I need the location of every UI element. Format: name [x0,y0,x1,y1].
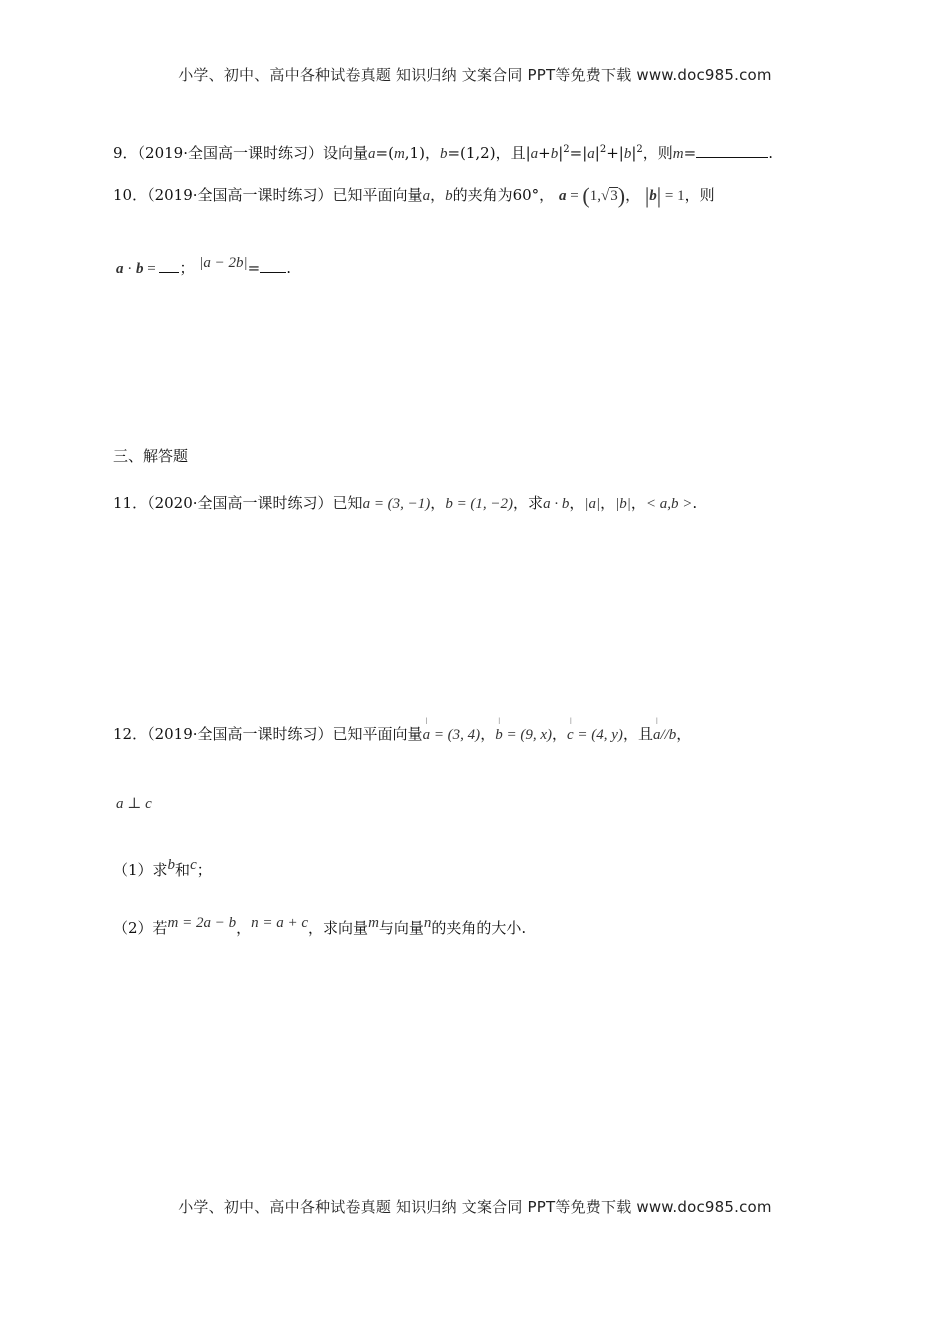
q11-text: ， [430,494,446,512]
q12-text: ； [196,861,212,879]
q10-abs: | [656,183,662,208]
q10-text: = 1 [661,188,685,204]
q11-vector-a: a = (3, −1) [362,496,431,512]
q11-text: ， [630,494,646,512]
q9-text: | [631,144,637,162]
q11-vector-b: b = (1, −2) [445,496,514,512]
q9-text: ，则 [642,144,673,162]
question-12 [113,724,691,745]
q12-source: （2019·全国高一课时练习） [147,725,333,743]
q11-text: ， [600,494,616,512]
q10-text: ； [179,259,195,277]
q9-var-a: a [368,146,376,162]
q12-part-2 [113,915,527,939]
q10-paren: ( [582,183,590,208]
q9-text: | [594,144,600,162]
q10-answer-blank-1[interactable] [159,258,179,273]
q10-paren: ) [617,183,626,208]
q11-number: 11． [113,494,148,512]
q11-angle: < a,b > [645,496,693,512]
q9-text: . [768,144,773,162]
q12-text: 与向量 [378,919,424,937]
q12-vector-b: ǀ b = (9, x) [495,725,552,745]
q12-part-1-label: （1）求 [113,861,168,879]
q9-answer-blank[interactable] [696,143,768,158]
q10-text: ， [430,186,446,204]
q10-vector-b: b [136,261,144,277]
q10-text: ，则 [684,186,715,204]
q9-text: +| [606,144,624,162]
q10-sqrt-3: 3 [610,188,618,204]
q10-text: = [566,188,583,204]
q12-number: 12． [113,725,148,743]
q10-text: ， [625,186,641,204]
q9-text: | [558,144,564,162]
q9-var-m: m [672,146,684,162]
q12-text: ， [480,725,496,743]
q9-var-b: b [550,146,559,162]
q11-text: ， [569,494,585,512]
question-9 [113,140,773,164]
q10-text: 的夹角为60°， [452,186,555,204]
q12-vector-c: ǀ c = (4, y) [567,725,623,745]
q12-text: 已知平面向量 [332,725,423,743]
page-header: 小学、初中、高中各种试卷真题 知识归纳 文案合同 PPT等免费下载 www.doc985.com [178,66,772,84]
q10-number: 10． [113,186,148,204]
q12-var-c: c [190,857,197,873]
q12-text: 和 [175,861,191,879]
q12-text: ， [676,725,692,743]
q12-perpendicular-condition [116,793,152,814]
q10-answer-blank-2[interactable] [260,258,286,273]
q9-var-b: b [623,146,632,162]
q9-exponent: 2 [563,144,570,155]
q12-part-2-label: （2）若 [113,919,168,937]
q12-def-n: n = a + c [251,915,309,931]
q11-text: . [692,494,698,512]
q12-parallel-condition: ǀ a//b [653,725,676,745]
q9-var-b: b [439,146,448,162]
q10-var-a: a [422,188,431,204]
q9-text: = [683,144,697,162]
q9-text: =( [375,144,394,162]
q12-text: 的夹角的大小. [431,919,527,937]
q10-text: · [123,261,136,277]
q10-text: = [247,259,261,277]
q10-vector-a: a [116,261,124,277]
q9-text: ,1)， [404,144,440,162]
q12-var-n: n [423,915,432,931]
q10-text: = [143,261,160,277]
question-10-line-2 [116,255,291,279]
q9-var-a: a [587,146,595,162]
q9-number: 9． [113,144,138,162]
q9-var-a: a [530,146,539,162]
q12-part-1 [113,857,212,881]
q12-var-m: m [368,915,379,931]
q9-text: =(1,2)，且| [447,144,531,162]
q9-exponent: 2 [636,144,643,155]
q9-text: 设向量 [323,144,369,162]
q11-abs-b: |b| [615,496,631,512]
q12-text: ，求向量 [308,919,369,937]
q10-abs: | [644,183,650,208]
page-footer: 小学、初中、高中各种试卷真题 知识归纳 文案合同 PPT等免费下载 www.doc985.com [178,1198,772,1216]
section-heading: 三、解答题 [113,447,189,465]
q10-var-b: b [445,188,453,204]
q9-text: + [538,144,551,162]
q11-text: 已知 [332,494,363,512]
q12-vector-a: ǀ a = (3, 4) [423,725,481,745]
question-11 [113,493,697,514]
q12-text: ，且 [622,725,653,743]
q11-text: ，求 [513,494,544,512]
q10-text: 已知平面向量 [332,186,423,204]
q10-vector-b: b [649,188,657,204]
q10-text: 1, [589,188,601,204]
q9-source: （2019·全国高一课时练习） [137,144,323,162]
q11-dot-product: a · b [543,496,570,512]
q9-text: =| [569,144,588,162]
q9-var-m: m [393,146,405,162]
q10-expression: |a − 2b| [199,255,248,271]
q10-source: （2019·全国高一课时练习） [147,186,333,204]
q12-var-b: b [167,857,176,873]
q12-perp-expression: a ⊥ c [116,796,152,812]
q11-abs-a: |a| [584,496,601,512]
question-10: 10．（2019·全国高一课时练习）已知平面向量a，b的夹角为60°， a = (1,√3)， |b| = 1，则 [113,183,715,208]
q12-text: ， [236,919,252,937]
q10-vector-a: a [558,188,567,204]
q11-source: （2020·全国高一课时练习） [147,494,333,512]
q12-def-m: m = 2a − b [167,915,237,931]
q10-text: . [286,259,291,277]
q9-exponent: 2 [599,144,607,155]
q12-text: ， [551,725,567,743]
